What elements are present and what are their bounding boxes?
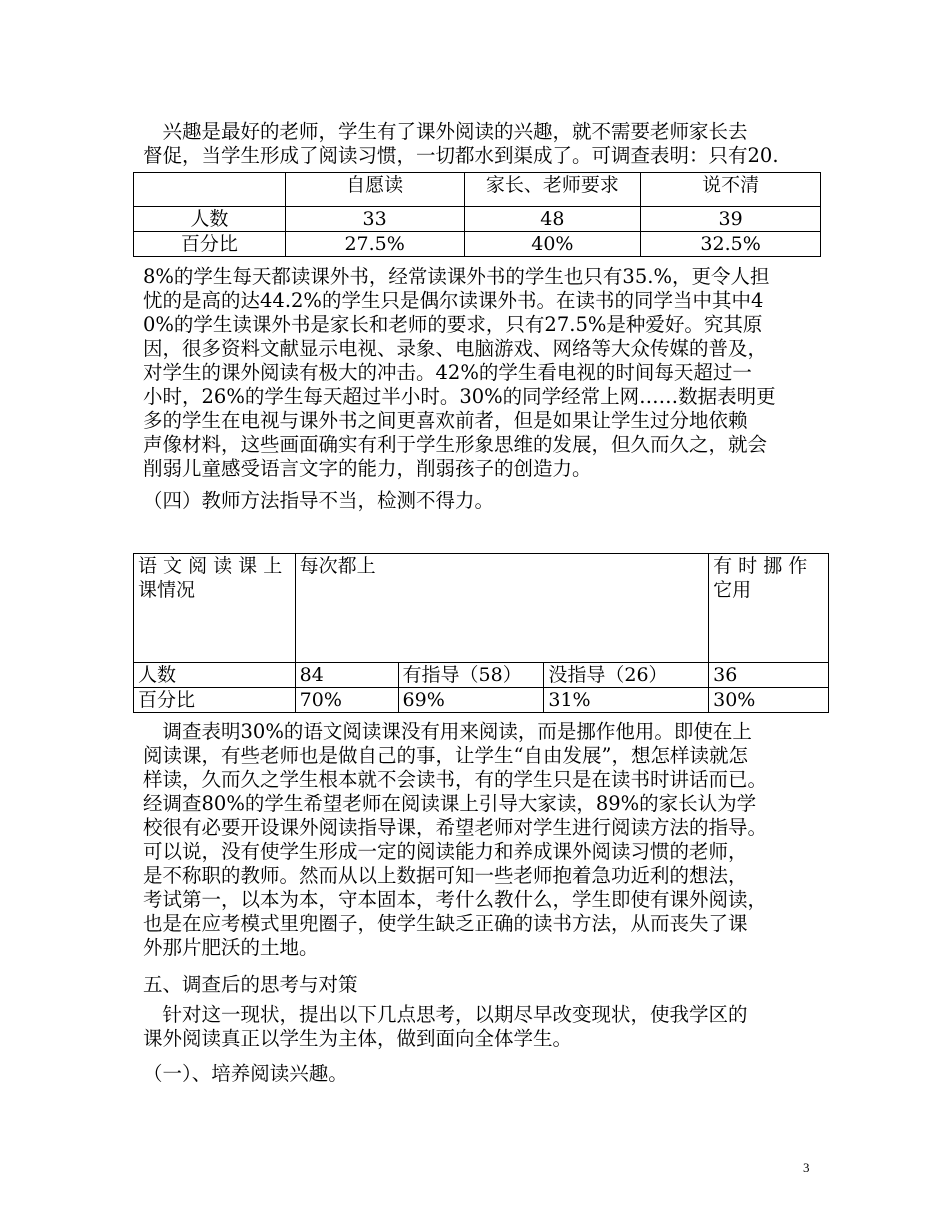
text-line: 校很有必要开设课外阅读指导课，希望老师对学生进行阅读方法的指导。	[143, 816, 768, 839]
reading-reason-table	[133, 172, 821, 257]
text-line: 0%的学生读课外书是家长和老师的要求，只有27.5%是种爱好。究其原	[143, 313, 763, 336]
table-row	[134, 663, 829, 688]
section-heading-6: （一）、培养阅读兴趣。	[143, 1062, 348, 1085]
text-line: 兴趣是最好的老师，学生有了课外阅读的兴趣，就不需要老师家长去	[143, 120, 748, 143]
page-number: 3	[803, 1160, 810, 1175]
table-cell: 人数	[134, 663, 296, 688]
text-line: 削弱儿童感受语言文字的能力，削弱孩子的创造力。	[143, 457, 592, 480]
text-line: 多的学生在电视与课外书之间更喜欢前者，但是如果让学生过分地依赖	[143, 409, 748, 432]
table-cell: 30%	[709, 688, 829, 713]
table-cell: 33	[285, 207, 464, 232]
section-heading-5: 五、调查后的思考与对策	[143, 973, 358, 996]
table-cell: 32.5%	[641, 232, 821, 257]
text-line: 针对这一现状，提出以下几点思考，以期尽早改变现状，使我学区的	[143, 1003, 748, 1026]
table-cell: 百分比	[134, 688, 296, 713]
text-line: 因，很多资料文献显示电视、录象、电脑游戏、网络等大众传媒的普及，	[143, 337, 768, 360]
table-cell: 36	[709, 663, 829, 688]
table-cell: 27.5%	[285, 232, 464, 257]
text-line: 8%的学生每天都读课外书，经常读课外书的学生也只有35.%，更令人担	[143, 265, 770, 288]
table-cell: 84	[295, 663, 398, 688]
paragraph-countermeasures	[143, 1003, 823, 1051]
table-row	[134, 232, 821, 257]
table-cell: 39	[641, 207, 821, 232]
table-row	[134, 554, 829, 663]
table-header-cell: 说不清	[641, 173, 821, 207]
reading-class-table	[133, 553, 829, 713]
table-cell: 70%	[295, 688, 398, 713]
text-line: 忧的是高的达44.2%的学生只是偶尔读课外书。在读书的同学当中其中4	[143, 289, 764, 312]
text-line: 阅读课，有些老师也是做自己的事，让学生“自由发展”，想怎样读就怎	[143, 744, 748, 767]
table-row	[134, 688, 829, 713]
text-line: 对学生的课外阅读有极大的冲击。42%的学生看电视的时间每天超过一	[143, 361, 752, 384]
table-cell: 69%	[398, 688, 544, 713]
table-header-cell: 有 时 挪 作 它用	[709, 554, 829, 663]
table-cell: 31%	[544, 688, 709, 713]
table-cell: 人数	[134, 207, 286, 232]
paragraph-survey-results	[143, 265, 823, 481]
table-row	[134, 207, 821, 232]
text-line: 小时，26%的学生每天超过半小时。30%的同学经常上网……数据表明更	[143, 385, 776, 408]
table-cell: 没指导（26）	[544, 663, 709, 688]
table-cell: 有指导（58）	[398, 663, 544, 688]
table-header-cell: 每次都上	[295, 554, 708, 663]
table-cell: 40%	[464, 232, 641, 257]
table-header-cell	[134, 173, 286, 207]
text-line: 调查表明30%的语文阅读课没有用来阅读，而是挪作他用。即使在上	[143, 720, 752, 743]
text-line: 外那片肥沃的土地。	[143, 936, 319, 959]
text-line: 是不称职的教师。然而从以上数据可知一些老师抱着急功近利的想法，	[143, 864, 748, 887]
table-cell: 48	[464, 207, 641, 232]
paragraph-class-analysis	[143, 720, 823, 960]
text-line: 可以说，没有使学生形成一定的阅读能力和养成课外阅读习惯的老师，	[143, 840, 748, 863]
table-header-cell: 家长、老师要求	[464, 173, 641, 207]
text-line: 声像材料，这些画面确实有利于学生形象思维的发展，但久而久之，就会	[143, 433, 768, 456]
table-row	[134, 173, 821, 207]
paragraph-intro	[143, 120, 823, 168]
table-cell: 百分比	[134, 232, 286, 257]
table-header-cell: 语 文 阅 读 课 上课情况	[134, 554, 296, 663]
text-line: 经调查80%的学生希望老师在阅读课上引导大家读，89%的家长认为学	[143, 792, 757, 815]
text-line: 考试第一，以本为本，守本固本，考什么教什么，学生即使有课外阅读，	[143, 888, 768, 911]
section-heading-4: （四）教师方法指导不当，检测不得力。	[143, 489, 495, 512]
table-header-cell: 自愿读	[285, 173, 464, 207]
text-line: 课外阅读真正以学生为主体，做到面向全体学生。	[143, 1027, 573, 1050]
text-line: 督促，当学生形成了阅读习惯，一切都水到渠成了。可调查表明：只有20.	[143, 144, 779, 167]
text-line: 也是在应考模式里兜圈子，使学生缺乏正确的读书方法，从而丧失了课	[143, 912, 748, 935]
text-line: 样读，久而久之学生根本就不会读书，有的学生只是在读书时讲话而已。	[143, 768, 768, 791]
